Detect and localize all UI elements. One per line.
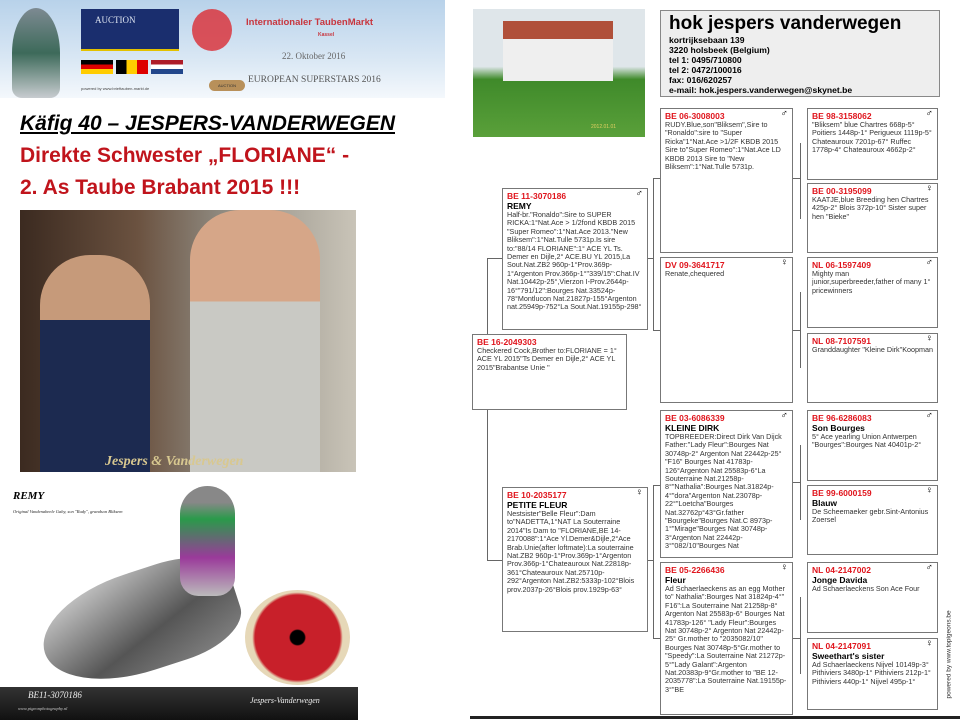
event-date: 22. Oktober 2016 bbox=[282, 51, 346, 61]
loft-building bbox=[503, 21, 613, 81]
pigeon-description: Half-br."Ronaldo":Sire to SUPER RICKA:1°Nat.Ace > 1/2fond KBDB 2015 "Super Romeo":1°Nat.Ace 2013."New Bliksem":1°Nat.Tulle 5731p.Is sire to:"88/14 FLORIANE":1° ACE YL Ts. Demer en Dijle,2° ACE.BU YL 2015,La Sout.Nat.ZB2 960p-1°Prov.369p-1°Argenton Prov.366p-1°"339/15":Chat.IV Nat.10442p-25°,Vierzon I-Prov.2644p-16°"791/12":Bourges Nat.33524p-78°Montlucon Nat.21827p-155°Argenton nat.25949p-752°La Sout.Nat.19155p-298° bbox=[507, 210, 642, 312]
ring-number: BE 06-3008003 bbox=[665, 111, 725, 121]
ring-number: BE 16-2049303 bbox=[477, 337, 537, 347]
male-icon: ♂ bbox=[925, 108, 933, 119]
pigeon-desc: Original Vandenabeele Gaby, son "Rudy", grandson Bliksem bbox=[13, 509, 123, 514]
female-icon: ♀ bbox=[780, 257, 788, 268]
pigeon-ring: BE11-3070186 bbox=[28, 690, 82, 700]
auction-logo: AUCTION bbox=[81, 9, 179, 51]
connector-line bbox=[793, 330, 800, 331]
pigeon-description: Ad Schaerlaeckens Son Ace Four bbox=[812, 584, 920, 593]
pigeon-description: Mighty man junior,superbreeder,father of many 1° pricewinners bbox=[812, 269, 931, 295]
pigeon-photo bbox=[0, 482, 358, 720]
connector-line bbox=[793, 638, 800, 639]
ring-number: NL 08-7107591 bbox=[812, 336, 871, 346]
male-icon: ♂ bbox=[925, 562, 933, 573]
pigeon-name: Son Bourges bbox=[812, 423, 865, 433]
connector-line bbox=[800, 292, 801, 368]
loft-name: hok jespers vanderwegen bbox=[669, 13, 902, 34]
connector-line bbox=[653, 485, 654, 638]
connector-line bbox=[653, 178, 654, 330]
pedigree-dam-dam[interactable] bbox=[660, 562, 793, 715]
pigeon-name: Blauw bbox=[812, 498, 838, 508]
connector-line bbox=[653, 638, 660, 639]
pedigree-ggp-4[interactable] bbox=[807, 333, 938, 403]
pigeon-description: Ad Schaerlaeckens as an egg Mother to" Nathalia":Bourges Nat 31824p-4°" F16":La Souterraine Nat 21258p-8° Argenton Nat 25583p-6° Bourges Nat 41783p-126° "Lady Fleur":Bourges Nat 30748p-2° Argenton Nat 22442p-25° Gr.mother to "2035082/10" Bourges Nat 30748p-5°Gr.mother to "Speedy":La Souterraine Nat 21272p-5°"Lady Galant":Argenton Nat.20383p-9°Gr.mother to "BE 12-2035778":La Souterraine Nat.19155p-3°"BE bbox=[665, 584, 787, 694]
pigeon-description: Granddaughter "Kleine Dirk"Koopman bbox=[812, 345, 933, 354]
auction-badge: AUCTION bbox=[209, 80, 245, 91]
flag-belgium bbox=[116, 60, 148, 74]
female-icon: ♀ bbox=[635, 487, 643, 498]
pigeon-name: REMY bbox=[13, 490, 45, 502]
ring-number: BE 05-2266436 bbox=[665, 565, 725, 575]
pigeon-description: 5° Ace yearling Union Antwerpen "Bourges":Bourges Nat 40401p-2° bbox=[812, 432, 922, 450]
connector-line bbox=[653, 178, 660, 179]
pigeon-description: "Bliksem" blue Chartres 668p-5° Poitiers 1448p-1° Perigueux 1119p-5° Chateauroux 7201p-67° Ruffec 1778p-4° Chateauroux 4662p-2° bbox=[812, 120, 932, 155]
pedigree-sire-sire[interactable] bbox=[660, 108, 793, 253]
photo-caption: Jespers & Vanderwegen bbox=[105, 454, 244, 469]
female-icon: ♀ bbox=[780, 562, 788, 573]
pigeon-name: Jonge Davida bbox=[812, 575, 868, 585]
connector-line bbox=[800, 143, 801, 219]
connector-line bbox=[653, 330, 660, 331]
connector-line bbox=[648, 560, 653, 561]
pigeon-head-image bbox=[12, 8, 60, 98]
event-subtitle: EUROPEAN SUPERSTARS 2016 bbox=[248, 75, 381, 85]
pedigree-subject[interactable] bbox=[472, 334, 627, 410]
flag-germany bbox=[81, 60, 113, 74]
pedigree-dam-sire[interactable] bbox=[660, 410, 793, 558]
event-title: Internationaler TaubenMarkt bbox=[246, 17, 374, 28]
connector-line bbox=[793, 482, 800, 483]
pigeon-description: Ad Schaerlaeckens Nijvel 10149p-3° Pithiviers 3480p-1° Pithiviers 212p-1° Pithiviers 440p-1° Nijvel 495p-1° bbox=[812, 660, 931, 686]
headline-sister: Direkte Schwester „FLORIANE“ - bbox=[20, 144, 350, 167]
male-icon: ♂ bbox=[780, 108, 788, 119]
pedigree-dam[interactable] bbox=[502, 487, 648, 632]
flag-netherlands bbox=[151, 60, 183, 74]
pigeon-description: De Scheemaeker gebr.Sint-Antonius Zoersel bbox=[812, 507, 929, 525]
connector-line bbox=[648, 258, 653, 259]
loft-email[interactable]: e-mail: hok.jespers.vanderwegen@skynet.be bbox=[669, 85, 853, 95]
connector-line bbox=[487, 560, 502, 561]
male-icon: ♂ bbox=[925, 257, 933, 268]
pigeon-description: Nestsister"Belle Fleur":Dam to"NADETTA,1°NAT La Souterraine 2014"Is Dam to "FLORIANE,BE 14-2170088":1°Ace Yl.Demer&Dijle,2°Ace Brab.Unie(after loftmate):La souterraine Nat.ZB2 960p-1°Prov.369p-1°Argenton Prov.366p-1°Chateauroux Nat.22818p-361°Chateauroux Nat.25710p-292°Argenton Nat.ZB2:5333p-102°Blois prov.2037p-26°Blois prov.1929p-63° bbox=[507, 509, 635, 594]
pigeon-name: PETITE FLEUR bbox=[507, 500, 568, 510]
loft-brand: Jespers-Vanderwegen bbox=[250, 696, 320, 705]
connector-line bbox=[793, 178, 800, 179]
female-icon: ♀ bbox=[925, 638, 933, 649]
breeder-left bbox=[40, 255, 150, 472]
powered-by-text: powered by www.brieftauben-markt.de bbox=[81, 86, 150, 91]
pigeon-name: Fleur bbox=[665, 575, 686, 585]
pigeon-neck bbox=[180, 486, 235, 596]
loft-photo bbox=[473, 9, 645, 137]
connector-line bbox=[800, 597, 801, 674]
connector-line bbox=[487, 258, 502, 259]
loft-address: kortrijksebaan 139 bbox=[669, 35, 745, 45]
male-icon: ♂ bbox=[925, 410, 933, 421]
pedigree-ggp-2[interactable] bbox=[807, 183, 938, 253]
connector-line bbox=[487, 410, 488, 560]
globe-dove-logo bbox=[192, 9, 232, 51]
pigeon-eye-image bbox=[245, 590, 350, 685]
pedigree-ggp-8[interactable] bbox=[807, 638, 938, 710]
ring-number: BE 99-6000159 bbox=[812, 488, 872, 498]
ring-number: NL 06-1597409 bbox=[812, 260, 871, 270]
male-icon: ♂ bbox=[780, 410, 788, 421]
loft-fax: fax: 016/620257 bbox=[669, 75, 733, 85]
pigeon-name: KLEINE DIRK bbox=[665, 423, 720, 433]
ring-number: DV 09-3641717 bbox=[665, 260, 725, 270]
connector-line bbox=[487, 258, 488, 335]
breeder-right bbox=[190, 210, 320, 472]
breeders-photo bbox=[20, 210, 356, 472]
ring-number: BE 96-6286083 bbox=[812, 413, 872, 423]
pedigree-ggp-3[interactable] bbox=[807, 257, 938, 328]
pigeon-description: RUDY.Blue,son"Bliksem",Sire to "Ronaldo":sire to "Super Ricka"1°Nat.Ace >1/2F KBDB 2015 Sire to"Super Romeo":1°Nat.Ace LD KBDB 2013 Sire to "New Bliksem":1°Nat.Tulle 5731p. bbox=[665, 120, 781, 172]
loft-tel2: tel 2: 0472/100016 bbox=[669, 65, 742, 75]
female-icon: ♀ bbox=[925, 485, 933, 496]
pedigree-ggp-5[interactable] bbox=[807, 410, 938, 481]
loft-contact-box bbox=[660, 10, 940, 97]
powered-by-topigeons: powered by www.topigeons.be bbox=[945, 610, 953, 699]
pigeon-description: Renate,chequered bbox=[665, 269, 725, 278]
ring-number: BE 03-6086339 bbox=[665, 413, 725, 423]
connector-line bbox=[800, 445, 801, 520]
female-icon: ♀ bbox=[925, 333, 933, 344]
connector-line bbox=[653, 485, 660, 486]
ring-number: NL 04-2147091 bbox=[812, 641, 871, 651]
pigeon-description: Checkered Cock,Brother to:FLORIANE = 1° ACE YL 2015"Ts Demer en Dijle,2° ACE YL 2015"Brabantse Unie " bbox=[477, 346, 617, 372]
pigeon-description: TOPBREEDER:Direct Dirk Van Dijck Father:"Lady Fleur":Bourges Nat 30748p-2° Argenton Nat 22442p-25° "F16" Bourges Nat 41783p-126°Argenton Nat 25583p-6°La Souterraine Nat.21258p-8°"Nathalia":Bourges Nat.31824p-4°"dora"Argenton Nat.23078p-22°"Loetcha"Bourges Nat.32762p°43°Gr.father "Bourgeke"Bourges Nat.C 8973p-1°"Mirage"Bourges Nat 30748p-3°Argenton Nat 22442p-3°"082/10"Bourges Nat bbox=[665, 432, 782, 551]
female-icon: ♀ bbox=[925, 183, 933, 194]
ring-number: BE 00-3195099 bbox=[812, 186, 872, 196]
headline-ace: 2. As Taube Brabant 2015 !!! bbox=[20, 176, 301, 199]
pedigree-ggp-6[interactable] bbox=[807, 485, 938, 555]
male-icon: ♂ bbox=[635, 188, 643, 199]
ring-number: BE 11-3070186 bbox=[507, 191, 567, 201]
ring-number: BE 10-2035177 bbox=[507, 490, 567, 500]
pedigree-sire[interactable] bbox=[502, 188, 648, 330]
auction-banner bbox=[0, 0, 445, 98]
loft-tel1: tel 1: 0495/710800 bbox=[669, 55, 742, 65]
bottom-rule bbox=[470, 716, 960, 719]
ring-number: BE 98-3158062 bbox=[812, 111, 872, 121]
pigeon-name: Sweethart's sister bbox=[812, 651, 885, 661]
pedigree-ggp-1[interactable] bbox=[807, 108, 938, 180]
photographer-site: www.pigeonphotography.nl bbox=[18, 706, 68, 711]
cage-title: Käfig 40 – JESPERS-VANDERWEGEN bbox=[20, 112, 395, 135]
pigeon-name: REMY bbox=[507, 201, 532, 211]
photo-date: 2012.01.01 bbox=[591, 124, 617, 130]
pedigree-ggp-7[interactable] bbox=[807, 562, 938, 633]
pedigree-sire-dam[interactable] bbox=[660, 257, 793, 403]
pigeon-description: KAATJE,blue Breeding hen Chartres 425p-2° Blois 372p-10° Sister super hen "Bieke" bbox=[812, 195, 929, 221]
ring-number: NL 04-2147002 bbox=[812, 565, 871, 575]
loft-city: 3220 holsbeek (Belgium) bbox=[669, 45, 770, 55]
photo-footer-bar bbox=[0, 687, 358, 720]
event-city: Kassel bbox=[318, 32, 335, 38]
